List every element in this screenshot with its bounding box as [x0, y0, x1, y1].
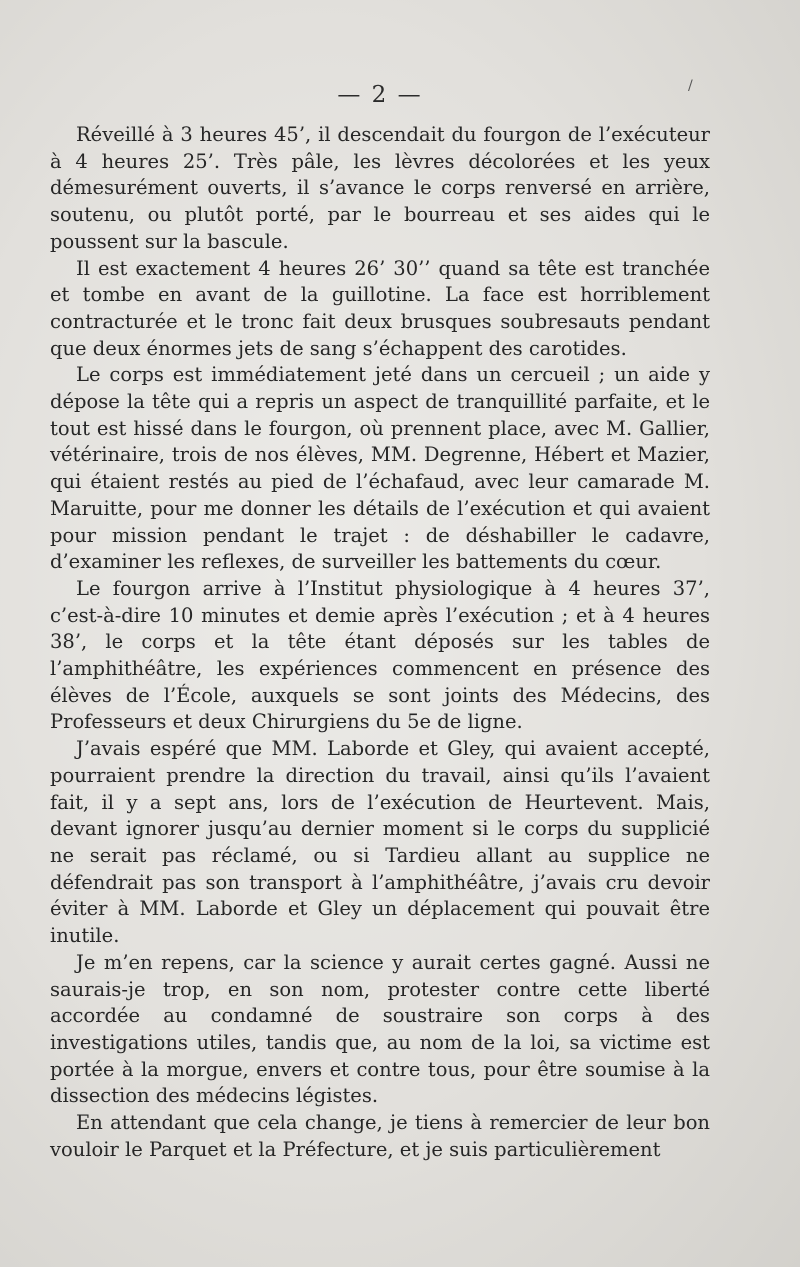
paragraph-7: En attendant que cela change, je tiens à remercier de leur bon vouloir le Parquet et la Préfecture, et je suis particulièrement [50, 1111, 710, 1161]
paragraph-5: J’avais espéré que MM. Laborde et Gley, qui avaient accepté, pourraient prendre la direction du travail, ainsi qu’ils l’avaient fait, il y a sept ans, lors de l’exécution de Heurtevent. Mais, devant ignorer jusqu’au dernier moment si le corps du supplicié ne serait pas réclamé, ou si Tardieu allant au supplice ne défendrait pas son transport à l’amphithéâtre, j’avais cru devoir éviter à MM. Laborde et Gley un déplacement qui pouvait être inutile. [50, 737, 710, 948]
paragraph-1: Réveillé à 3 heures 45’, il descendait du fourgon de l’exécuteur à 4 heures 25’. Très pâle, les lèvres décolorées et les yeux démesurément ouverts, il s’avance le corps renversé en arrière, soutenu, ou plutôt porté, par le bourreau et ses aides qui le poussent sur la bascule. [50, 123, 710, 253]
paragraph-6: Je m’en repens, car la science y aurait certes gagné. Aussi ne saurais-je trop, en son nom, protester contre cette liberté accordée au condamné de soustraire son corps à des investigations utiles, tandis que, au nom de la loi, sa victime est portée à la morgue, envers et contre tous, pour être soumise à la dissection des médecins légistes. [50, 950, 710, 1108]
paragraph-4: Le fourgon arrive à l’Institut physiologique à 4 heures 37’, c’est-à-dire 10 minutes et demie après l’exécution ; et à 4 heures 38’, le corps et la tête étant déposés sur les tables de l’amphithéâtre, les expériences commencent en présence des élèves de l’École, auxquels se sont joints des Médecins, des Professeurs et deux Chirurgiens du 5e de ligne. [50, 576, 710, 734]
margin-mark: / [688, 78, 693, 94]
paragraph-3: Le corps est immédiatement jeté dans un cercueil ; un aide y dépose la tête qui a repris un aspect de tranquillité parfaite, et le tout est hissé dans le fourgon, où prennent place, avec M. Gallier, vétérinaire, trois de nos élèves, MM. Degrenne, Hébert et Mazier, qui étaient restés au pied de l’échafaud, avec leur camarade M. Maruitte, pour me donner les détails de l’exécution et qui avaient pour mission pendant le trajet : de déshabiller le cadavre, d’examiner les reflexes, de surveiller les battements du cœur. [50, 363, 710, 574]
body-text [50, 122, 710, 1163]
page-number: — 2 — [337, 82, 423, 108]
paragraph-2: Il est exactement 4 heures 26’ 30’’ quand sa tête est tranchée et tombe en avant de la guillotine. La face est horriblement contracturée et le tronc fait deux brusques soubresauts pendant que deux énormes jets de sang s’échappent des carotides. [50, 256, 710, 360]
